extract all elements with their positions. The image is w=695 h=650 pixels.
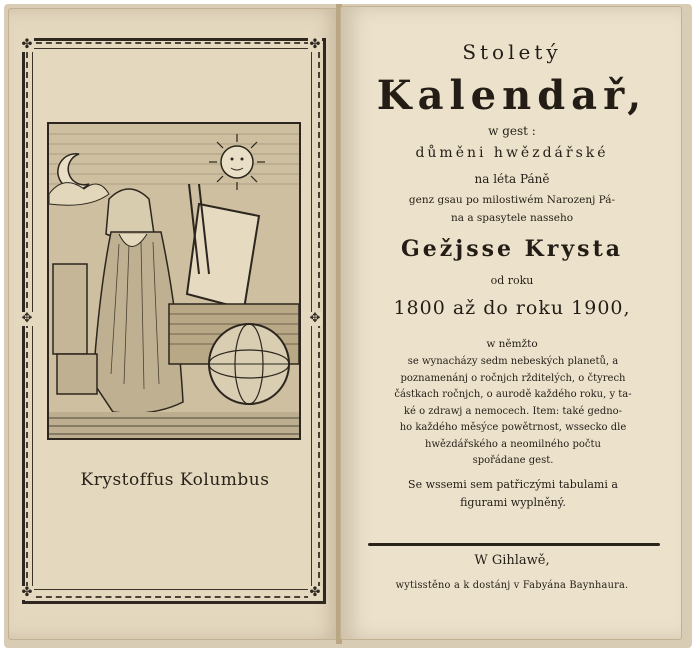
- subtitle-genz-line1: genz gsau po milostiwém Narozenj Pá-: [408, 194, 616, 206]
- paragraph-line: ho každého měsýce powětrnost, wsseckо dle: [399, 422, 627, 433]
- side-ornament-right: ✥: [309, 311, 321, 326]
- subtitle-w-nemzto: w němžto: [486, 338, 538, 350]
- corner-ornament-top-left: ✤: [21, 37, 33, 52]
- paragraph-line: ké o zdrawj a nemocech. Item: také gedno-: [403, 405, 623, 417]
- tables-paragraph: [358, 476, 668, 512]
- title-kalendar: Kalendař,: [376, 72, 648, 119]
- corner-ornament-top-right: ✤: [309, 37, 321, 52]
- subtitle-gest: w gest :: [488, 124, 536, 138]
- subtitle-genz-line2: na a spasytele nasseho: [450, 212, 574, 224]
- description-paragraph: [358, 354, 668, 470]
- paragraph-line: spořádane gest.: [472, 455, 554, 466]
- divider-rule: [368, 543, 660, 546]
- corner-ornament-bottom-right: ✤: [309, 585, 321, 600]
- title-stolety: Stoletý: [462, 40, 562, 64]
- subtitle-dumeni: důměni hwězdářské: [415, 145, 609, 161]
- woodcut-illustration: [47, 122, 301, 440]
- imprint-place: W Gihlawě,: [474, 553, 550, 568]
- paragraph-line: poznamenánj o ročnjch ržditelých, o čtyrech: [400, 372, 626, 384]
- paragraph-line: Se wssemi sem patřiczými tabulami a: [408, 478, 618, 491]
- year-range: 1800 až do roku 1900,: [393, 297, 631, 319]
- paragraph-line: figurami wyplněný.: [460, 496, 566, 509]
- side-ornament-left: ✥: [21, 311, 33, 326]
- title-gezisse-krysta: Gežjsse Krysta: [401, 236, 623, 262]
- corner-ornament-bottom-left: ✤: [21, 585, 33, 600]
- paragraph-line: hwězdářského a neomilného počtu: [425, 438, 601, 450]
- subtitle-od-roku: od roku: [490, 274, 534, 287]
- imprint-printer: wytisstěno a k dostánj v Fabyána Baynhaura.: [395, 580, 629, 591]
- astronomer-woodcut: [49, 124, 299, 438]
- paragraph-line: částkach ročnjch, o aurodě každého roku, y ta-: [394, 389, 632, 400]
- illustration-caption: Krystoffus Kolumbus: [80, 470, 270, 490]
- subtitle-naleta: na léta Páně: [474, 172, 550, 186]
- paragraph-line: se wynacházy sedm nebeských planetů, a: [407, 356, 619, 367]
